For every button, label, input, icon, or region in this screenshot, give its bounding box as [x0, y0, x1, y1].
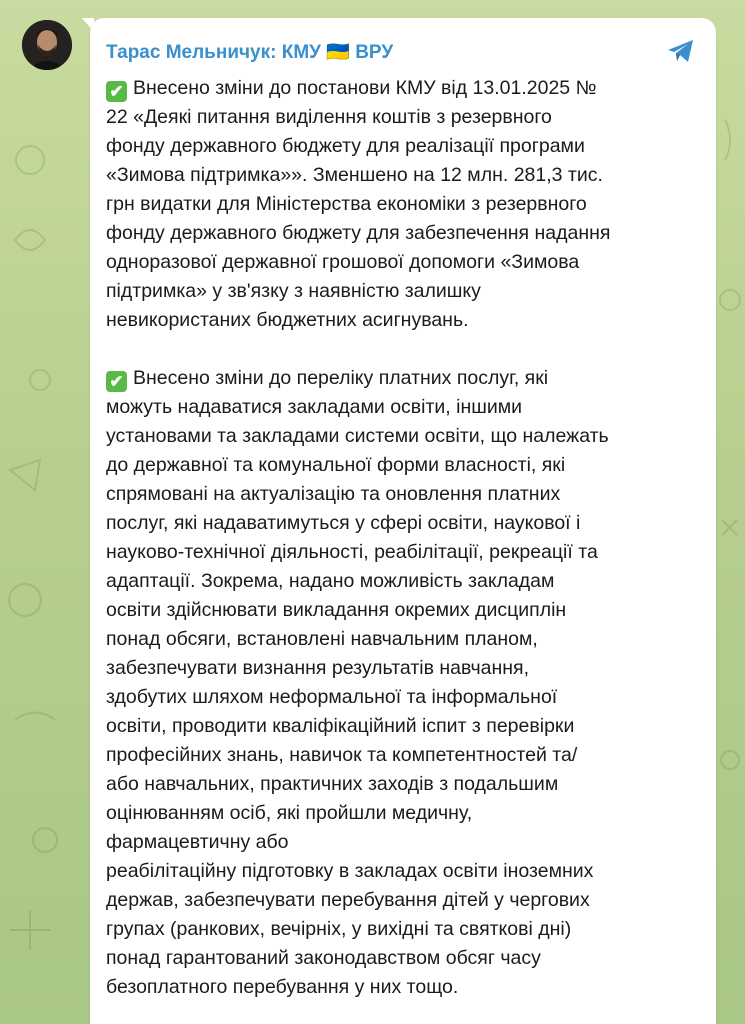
text-line — [106, 886, 696, 915]
paragraph-2 — [106, 364, 696, 1002]
text-line-content: Внесено зміни до постанови КМУ від 13.01.2025 № — [133, 77, 597, 99]
paragraph-1 — [106, 74, 696, 335]
text-line-content: фонду державного бюджету для реалізації програми — [106, 135, 585, 157]
check-mark-icon: ✔ — [106, 81, 127, 102]
telegram-share-icon — [664, 34, 698, 68]
text-line — [106, 596, 696, 625]
text-line — [106, 509, 696, 538]
text-line — [106, 132, 696, 161]
avatar[interactable] — [22, 20, 72, 70]
text-line — [106, 277, 696, 306]
text-line-content: оцінюванням осіб, які пройшли медичну, — [106, 802, 473, 824]
text-line — [106, 422, 696, 451]
text-line-content: одноразової державної грошової допомоги «Зимова — [106, 251, 580, 273]
text-line — [106, 393, 696, 422]
text-line-content: групах (ранкових, вечірніх, у вихідні та святкові дні) — [106, 918, 572, 940]
text-line-content: адаптації. Зокрема, надано можливість закладам — [106, 570, 555, 592]
paragraph-gap — [106, 335, 696, 364]
text-line-content: фонду державного бюджету для забезпечення надання — [106, 222, 611, 244]
text-line-content: держав, забезпечувати перебування дітей у чергових — [106, 889, 590, 911]
text-line — [106, 103, 696, 132]
text-line-content: понад обсяги, встановлені навчальним планом, — [106, 628, 538, 650]
text-line — [106, 451, 696, 480]
text-line — [106, 480, 696, 509]
text-line — [106, 567, 696, 596]
text-line — [106, 828, 696, 857]
text-line-content: послуг, які надаватимуться у сфері освіти, наукової і — [106, 512, 581, 534]
text-line-content: підтримка» у зв'язку з наявністю залишку — [106, 280, 481, 302]
text-line — [106, 799, 696, 828]
avatar-photo-icon — [22, 20, 72, 70]
text-line — [106, 306, 696, 335]
text-line-content: Внесено зміни до переліку платних послуг, які — [133, 367, 549, 389]
text-line-content: здобутих шляхом неформальної та інформальної — [106, 686, 558, 708]
text-line — [106, 683, 696, 712]
text-line — [106, 915, 696, 944]
text-line-content: безоплатного перебування у них тощо. — [106, 976, 459, 998]
text-line-content: освіти, проводити кваліфікаційний іспит з перевірки — [106, 715, 575, 737]
text-line-content: невикористаних бюджетних асигнувань. — [106, 309, 469, 331]
text-line-content: забезпечувати визнання результатів навчання, — [106, 657, 529, 679]
text-line — [106, 364, 696, 393]
text-line-content: освіти здійснювати викладання окремих дисциплін — [106, 599, 567, 621]
text-line-content: «Зимова підтримка»». Зменшено на 12 млн. 281,3 тис. — [106, 164, 603, 186]
text-line-content: або навчальних, практичних заходів з подальшим — [106, 773, 559, 795]
text-line-content: спрямовані на актуалізацію та оновлення платних — [106, 483, 561, 505]
text-line — [106, 973, 696, 1002]
message-text — [106, 74, 696, 1002]
text-line — [106, 857, 696, 886]
text-line-content: реабілітаційну підготовку в закладах освіти іноземних — [106, 860, 594, 882]
text-line — [106, 538, 696, 567]
text-line — [106, 190, 696, 219]
text-line-content: установами та закладами системи освіти, що належать — [106, 425, 609, 447]
share-button[interactable] — [664, 34, 698, 68]
text-line — [106, 625, 696, 654]
text-line — [106, 219, 696, 248]
text-line — [106, 654, 696, 683]
text-line — [106, 741, 696, 770]
text-line-content: понад гарантований законодавством обсяг часу — [106, 947, 541, 969]
text-line — [106, 770, 696, 799]
text-line — [106, 161, 696, 190]
text-line-content: до державної та комунальної форми власності, які — [106, 454, 566, 476]
text-line-content: фармацевтичну або — [106, 831, 289, 853]
text-line-content: науково-технічної діяльності, реабілітації, рекреації та — [106, 541, 598, 563]
text-line-content: професійних знань, навичок та компетентностей та/ — [106, 744, 578, 766]
check-mark-icon: ✔ — [106, 371, 127, 392]
message-bubble — [90, 18, 716, 1024]
text-line — [106, 74, 696, 103]
text-line-content: можуть надаватися закладами освіти, іншими — [106, 396, 523, 418]
text-line — [106, 944, 696, 973]
text-line — [106, 712, 696, 741]
text-line-content: 22 «Деякі питання виділення коштів з резервного — [106, 106, 552, 128]
text-line — [106, 248, 696, 277]
channel-name[interactable]: Тарас Мельничук: КМУ 🇺🇦 ВРУ — [106, 42, 394, 63]
text-line-content: грн видатки для Міністерства економіки з резервного — [106, 193, 587, 215]
